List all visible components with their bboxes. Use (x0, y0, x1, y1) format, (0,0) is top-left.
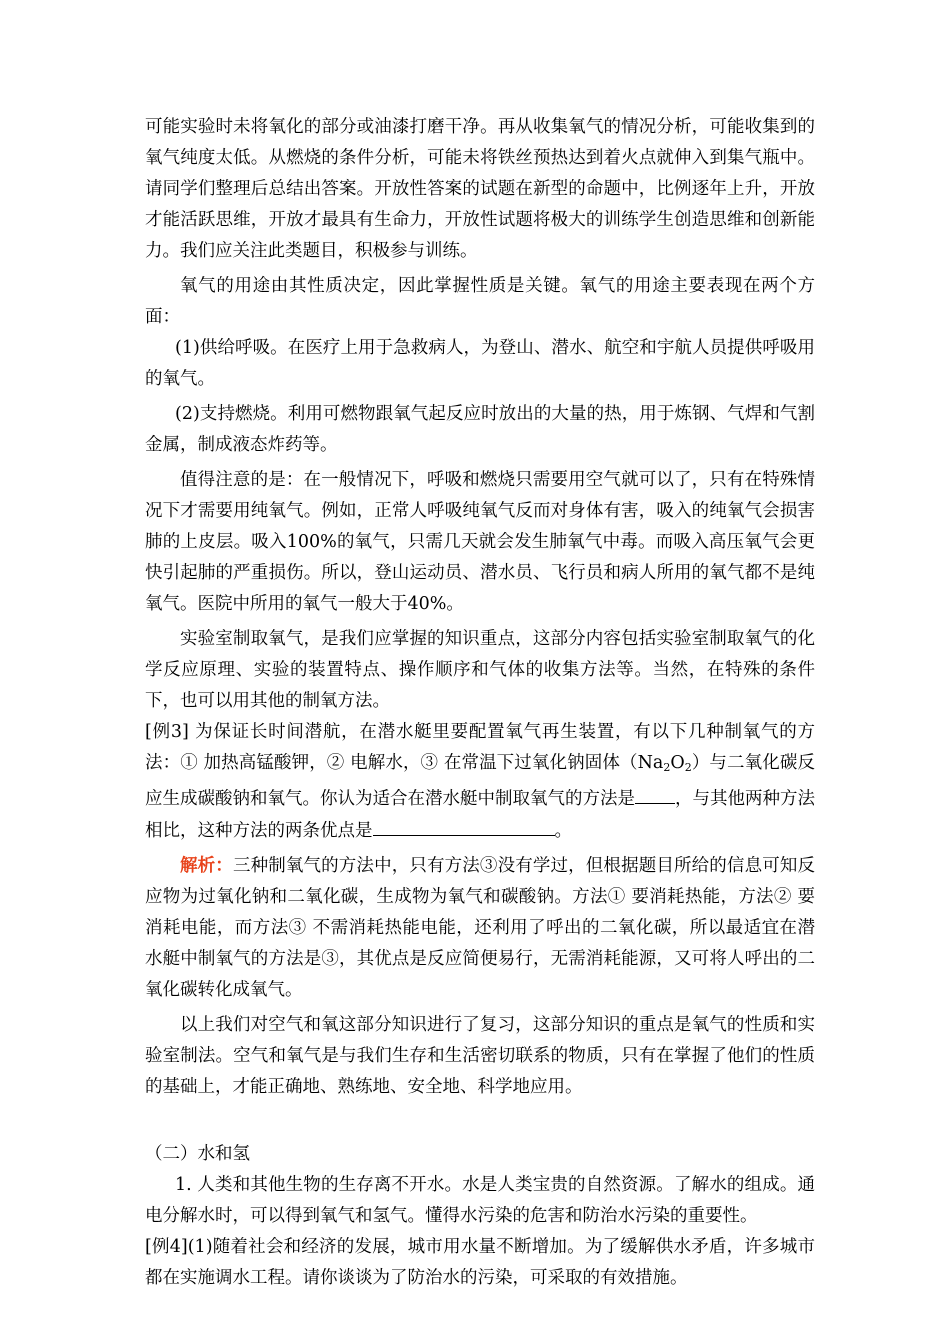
paragraph-use-combustion: (2)支持燃烧。利用可燃物跟氧气起反应时放出的大量的热，用于炼钢、气焊和气割金属，制成液态炸药等。 (145, 404, 815, 455)
example-3-question (145, 717, 815, 847)
paragraph-oxidation-analysis: 可能实验时未将氧化的部分或油漆打磨干净。再从收集氧气的情况分析，可能收集到的氧气纯度太低。从燃烧的条件分析，可能未将铁丝预热达到着火点就伸入到集气瓶中。请同学们整理后总结出答案。开放性答案的试题在新型的命题中，比例逐年上升，开放才能活跃思维，开放才最具有生命力，开放性试题将极大的训练学生创造思维和创新能力。我们应关注此类题目，积极参与训练。 (145, 117, 815, 261)
example-4-question: [例4](1)随着社会和经济的发展，城市用水量不断增加。为了缓解供水矛盾，许多城市都在实施调水工程。请你谈谈为了防治水的污染，可采取的有效措施。 (145, 1237, 815, 1288)
analysis-text: 三种制氧气的方法中，只有方法③没有学过，但根据题目所给的信息可知反应物为过氧化钠和二氧化碳，生成物为氧气和碳酸钠。方法① 要消耗热能，方法② 要消耗电能，而方法③ 不需消耗热能电能，还利用了呼出的二氧化碳，所以最适宜在潜水艇中制氧气的方法是③，其优点是反应简便易行，无需消耗能源，又可将人呼出的二氧化碳转化成氧气。 (145, 856, 816, 1000)
paragraph-summary: 以上我们对空气和氧这部分知识进行了复习，这部分知识的重点是氧气的性质和实验室制法。空气和氧气是与我们生存和生活密切联系的物质，只有在掌握了他们的性质的基础上，才能正确地、熟练地、安全地、科学地应用。 (145, 1015, 815, 1097)
paragraph-pure-oxygen-note: 值得注意的是：在一般情况下，呼吸和燃烧只需要用空气就可以了，只有在特殊情况下才需要用纯氧气。例如，正常人呼吸纯氧气反而对身体有害，吸入的纯氧气会损害肺的上皮层。吸入100%的氧气，只需几天就会发生肺氧气中毒。而吸入高压氧气会更快引起肺的严重损伤。所以，登山运动员、潜水员、飞行员和病人所用的氧气都不是纯氧气。医院中所用的氧气一般大于40%。 (145, 470, 815, 614)
section-title-water-hydrogen: （二）水和氢 (145, 1144, 250, 1164)
example-3-text-c: ，与其他两种方法相比，这种方法的两条优点是 (145, 789, 815, 841)
example-3-text-b: ）与二氧化碳反应生成碳酸钠和氧气。你认为适合在潜水艇中制取氧气的方法是 (145, 753, 815, 809)
subscript-2: 2 (663, 761, 671, 774)
paragraph-oxygen-uses-intro: 氧气的用途由其性质决定，因此掌握性质是关键。氧气的用途主要表现在两个方面： (145, 276, 815, 327)
example-3-text-a: [例3] 为保证长时间潜航，在潜水艇里要配置氧气再生装置，有以下几种制氧气的方法：① 加热高锰酸钾，② 电解水，③ 在常温下过氧化钠固体（Na (145, 722, 815, 773)
answer-blank-method[interactable] (635, 783, 675, 804)
example-3-text-o: O (670, 753, 685, 773)
paragraph-water-item-1: 1. 人类和其他生物的生存离不开水。水是人类宝贵的自然资源。了解水的组成。通电分解水时，可以得到氧气和氢气。懂得水污染的危害和防治水污染的重要性。 (145, 1175, 815, 1226)
subscript-2b: 2 (684, 761, 692, 774)
analysis-paragraph (145, 851, 815, 1006)
example-3-text-d: 。 (554, 821, 572, 841)
paragraph-lab-preparation: 实验室制取氧气，是我们应掌握的知识重点，这部分内容包括实验室制取氧气的化学反应原理、实验的装置特点、操作顺序和气体的收集方法等。当然，在特殊的条件下，也可以用其他的制氧方法。 (145, 629, 815, 711)
answer-blank-advantages[interactable] (373, 815, 555, 836)
analysis-label: 解析： (180, 856, 233, 876)
document-page (145, 112, 815, 1294)
paragraph-use-breathing: (1)供给呼吸。在医疗上用于急救病人，为登山、潜水、航空和宇航人员提供呼吸用的氧气。 (145, 338, 815, 389)
